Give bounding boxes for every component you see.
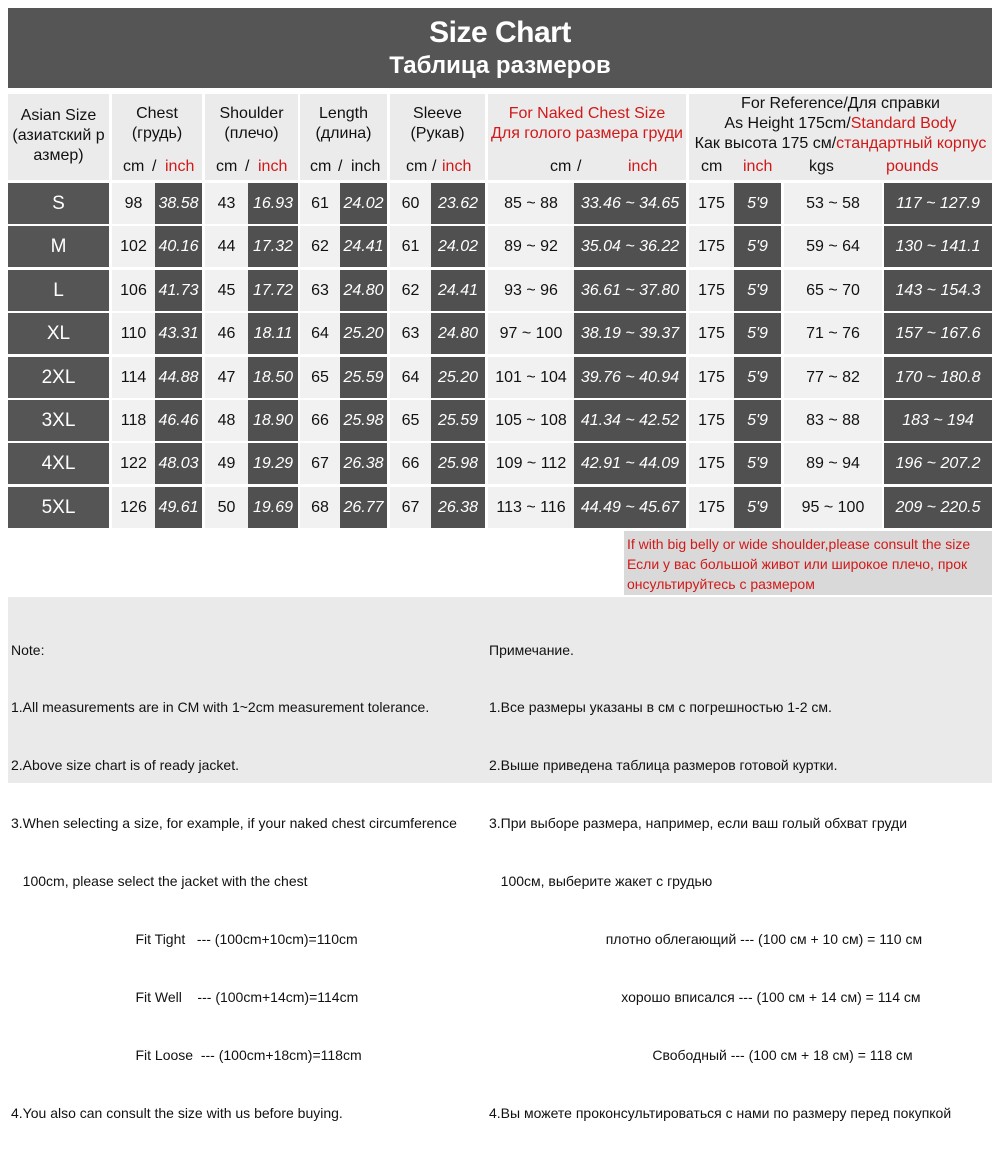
note-en-line: 2.Above size chart is of ready jacket. [11, 757, 239, 774]
naked-chest-cm: 101 ~ 104 [488, 357, 574, 398]
naked-chest-inch: 36.61 ~ 37.80 [574, 270, 686, 311]
unit-inch: inch [165, 158, 195, 175]
header-asian-size-line3: азмер) [33, 147, 84, 164]
title-banner [8, 8, 992, 88]
unit-kgs: kgs [809, 158, 834, 175]
shoulder-inch: 19.29 [248, 443, 298, 484]
weight-kgs: 89 ~ 94 [784, 443, 882, 484]
shoulder-cm: 46 [205, 313, 248, 354]
unit-inch: inch [351, 158, 381, 175]
header-chest-en: Chest [136, 105, 178, 122]
chest-inch: 46.46 [155, 400, 202, 441]
unit-inch: inch [258, 158, 288, 175]
shoulder-inch: 18.11 [248, 313, 298, 354]
size-label: 4XL [8, 443, 109, 484]
naked-chest-cm: 93 ~ 96 [488, 270, 574, 311]
sleeve-cm: 65 [390, 400, 431, 441]
sleeve-cm: 62 [390, 270, 431, 311]
sleeve-cm: 61 [390, 226, 431, 267]
height-cm: 175 [689, 357, 734, 398]
table-row [8, 487, 992, 528]
note-en-line: 1.All measurements are in CM with 1~2cm measurement tolerance. [11, 699, 430, 716]
sleeve-inch: 24.80 [431, 313, 485, 354]
table-row [8, 270, 992, 311]
weight-pounds: 170 ~ 180.8 [884, 357, 992, 398]
sleeve-inch: 23.62 [431, 183, 485, 224]
note-ru-line: хорошо вписался --- (100 см + 14 см) = 114 см [489, 988, 921, 1005]
note-ru-line: Примечание. [489, 641, 574, 658]
naked-chest-cm: 113 ~ 116 [488, 487, 574, 528]
shoulder-inch: 17.72 [248, 270, 298, 311]
weight-pounds: 117 ~ 127.9 [884, 183, 992, 224]
height-cm: 175 [689, 400, 734, 441]
shoulder-inch: 18.90 [248, 400, 298, 441]
length-cm: 61 [300, 183, 340, 224]
sleeve-cm: 60 [390, 183, 431, 224]
naked-chest-inch: 39.76 ~ 40.94 [574, 357, 686, 398]
weight-kgs: 59 ~ 64 [784, 226, 882, 267]
chest-inch: 43.31 [155, 313, 202, 354]
note-en-line: 100cm, please select the jacket with the chest [11, 873, 308, 890]
length-inch: 24.41 [340, 226, 387, 267]
size-label: 3XL [8, 400, 109, 441]
note-en-line: Note: [11, 641, 45, 658]
header-length-en: Length [319, 105, 368, 122]
sleeve-cm: 67 [390, 487, 431, 528]
chest-inch: 49.61 [155, 487, 202, 528]
header-shoulder [205, 94, 298, 180]
length-inch: 25.20 [340, 313, 387, 354]
title-russian: Таблица размеров [389, 52, 611, 79]
note-en-line: 3.When selecting a size, for example, if your naked chest circumference [11, 815, 457, 832]
header-naked-chest-en: For Naked Chest Size [508, 105, 666, 122]
length-inch: 25.59 [340, 357, 387, 398]
shoulder-inch: 16.93 [248, 183, 298, 224]
height-cm: 175 [689, 183, 734, 224]
height-inch: 5'9 [734, 400, 781, 441]
length-inch: 26.38 [340, 443, 387, 484]
weight-pounds: 130 ~ 141.1 [884, 226, 992, 267]
header-sleeve-ru: (Рукав) [410, 125, 465, 142]
note-en-line: Fit Tight --- (100cm+10cm)=110cm [11, 931, 358, 948]
header-chest [112, 94, 202, 180]
chest-inch: 48.03 [155, 443, 202, 484]
length-cm: 62 [300, 226, 340, 267]
shoulder-cm: 43 [205, 183, 248, 224]
shoulder-cm: 48 [205, 400, 248, 441]
header-naked-chest [488, 94, 686, 180]
shoulder-cm: 45 [205, 270, 248, 311]
chest-inch: 40.16 [155, 226, 202, 267]
header-reference [689, 94, 992, 180]
size-label: 5XL [8, 487, 109, 528]
unit-slash: / [152, 158, 157, 175]
chest-cm: 106 [112, 270, 155, 311]
height-inch: 5'9 [734, 443, 781, 484]
length-cm: 68 [300, 487, 340, 528]
header-length-ru: (длина) [315, 125, 372, 142]
note-en-line: Fit Well --- (100cm+14cm)=114cm [11, 988, 359, 1005]
belly-note-line3: онсультируйтесь с размером [627, 576, 815, 592]
shoulder-cm: 47 [205, 357, 248, 398]
weight-kgs: 95 ~ 100 [784, 487, 882, 528]
sleeve-inch: 25.98 [431, 443, 485, 484]
naked-chest-inch: 38.19 ~ 39.37 [574, 313, 686, 354]
table-row [8, 357, 992, 398]
table-row [8, 443, 992, 484]
unit-cm: cm [550, 158, 572, 175]
weight-pounds: 143 ~ 154.3 [884, 270, 992, 311]
unit-slash: / [338, 158, 343, 175]
note-ru-line: 4.Вы можете проконсультироваться с нами по размеру перед покупкой [489, 1104, 952, 1121]
note-en-line: Fit Loose --- (100cm+18cm)=118cm [11, 1046, 362, 1063]
length-cm: 65 [300, 357, 340, 398]
sleeve-cm: 63 [390, 313, 431, 354]
height-inch: 5'9 [734, 313, 781, 354]
weight-kgs: 77 ~ 82 [784, 357, 882, 398]
note-en-line: 4.You also can consult the size with us before buying. [11, 1104, 343, 1121]
header-naked-chest-ru: Для голого размера груди [491, 125, 683, 142]
header-sleeve-en: Sleeve [413, 105, 462, 122]
length-inch: 25.98 [340, 400, 387, 441]
chest-cm: 110 [112, 313, 155, 354]
header-length [300, 94, 387, 180]
belly-note-line2: Если у вас большой живот или широкое плечо, прок [627, 556, 968, 572]
table-row [8, 226, 992, 267]
length-cm: 64 [300, 313, 340, 354]
note-ru-line: 100см, выберите жакет с грудью [489, 873, 713, 890]
naked-chest-inch: 33.46 ~ 34.65 [574, 183, 686, 224]
unit-cm: cm [216, 158, 238, 175]
weight-kgs: 71 ~ 76 [784, 313, 882, 354]
unit-slash: / [432, 158, 437, 175]
size-label: M [8, 226, 109, 267]
chest-cm: 98 [112, 183, 155, 224]
header-reference-line1: For Reference/Для справки [741, 95, 940, 112]
header-sleeve [390, 94, 485, 180]
chest-cm: 118 [112, 400, 155, 441]
unit-inch: inch [743, 158, 773, 175]
header-asian-size-line2: (азиатский р [12, 127, 105, 144]
shoulder-inch: 18.50 [248, 357, 298, 398]
sleeve-inch: 24.02 [431, 226, 485, 267]
header-reference-line3: Как высота 175 см/стандартный корпус [694, 135, 987, 152]
naked-chest-cm: 89 ~ 92 [488, 226, 574, 267]
weight-kgs: 65 ~ 70 [784, 270, 882, 311]
height-inch: 5'9 [734, 487, 781, 528]
table-row [8, 313, 992, 354]
sleeve-inch: 24.41 [431, 270, 485, 311]
table-row [8, 183, 992, 224]
naked-chest-inch: 44.49 ~ 45.67 [574, 487, 686, 528]
sleeve-inch: 25.59 [431, 400, 485, 441]
size-label: L [8, 270, 109, 311]
note-ru-line: 3.При выборе размера, например, если ваш голый обхват груди [489, 815, 908, 832]
header-reference-line2: As Height 175cm/Standard Body [724, 115, 957, 132]
unit-pounds: pounds [886, 158, 939, 175]
height-inch: 5'9 [734, 270, 781, 311]
belly-note-line1: If with big belly or wide shoulder,please consult the size [627, 536, 971, 552]
header-shoulder-en: Shoulder [219, 105, 284, 122]
naked-chest-cm: 97 ~ 100 [488, 313, 574, 354]
naked-chest-cm: 109 ~ 112 [488, 443, 574, 484]
header-shoulder-ru: (плечо) [224, 125, 279, 142]
unit-cm: cm [406, 158, 428, 175]
height-inch: 5'9 [734, 183, 781, 224]
belly-consult-note [624, 531, 992, 595]
height-cm: 175 [689, 487, 734, 528]
header-asian-size-line1: Asian Size [20, 107, 97, 124]
unit-cm: cm [310, 158, 332, 175]
note-ru-line: Свободный --- (100 см + 18 см) = 118 см [489, 1046, 913, 1063]
unit-inch: inch [628, 158, 658, 175]
size-label: S [8, 183, 109, 224]
naked-chest-cm: 85 ~ 88 [488, 183, 574, 224]
length-cm: 67 [300, 443, 340, 484]
naked-chest-cm: 105 ~ 108 [488, 400, 574, 441]
header-chest-ru: (грудь) [131, 125, 183, 142]
unit-slash: / [577, 158, 582, 175]
height-inch: 5'9 [734, 226, 781, 267]
height-cm: 175 [689, 270, 734, 311]
weight-kgs: 53 ~ 58 [784, 183, 882, 224]
naked-chest-inch: 35.04 ~ 36.22 [574, 226, 686, 267]
note-ru-line: 2.Выше приведена таблица размеров готовой куртки. [489, 757, 838, 774]
weight-pounds: 209 ~ 220.5 [884, 487, 992, 528]
chest-inch: 38.58 [155, 183, 202, 224]
sleeve-inch: 26.38 [431, 487, 485, 528]
height-cm: 175 [689, 443, 734, 484]
size-label: XL [8, 313, 109, 354]
size-label: 2XL [8, 357, 109, 398]
notes-russian [489, 602, 951, 1162]
sleeve-cm: 66 [390, 443, 431, 484]
chest-cm: 102 [112, 226, 155, 267]
weight-pounds: 157 ~ 167.6 [884, 313, 992, 354]
length-cm: 66 [300, 400, 340, 441]
chest-cm: 122 [112, 443, 155, 484]
unit-cm: cm [701, 158, 723, 175]
note-ru-line: 1.Все размеры указаны в см с погрешностью 1-2 см. [489, 699, 832, 716]
header-asian-size [8, 94, 109, 180]
weight-pounds: 196 ~ 207.2 [884, 443, 992, 484]
weight-kgs: 83 ~ 88 [784, 400, 882, 441]
length-cm: 63 [300, 270, 340, 311]
shoulder-cm: 49 [205, 443, 248, 484]
length-inch: 24.02 [340, 183, 387, 224]
shoulder-cm: 44 [205, 226, 248, 267]
chest-inch: 41.73 [155, 270, 202, 311]
unit-cm: cm [123, 158, 145, 175]
weight-pounds: 183 ~ 194 [884, 400, 992, 441]
height-inch: 5'9 [734, 357, 781, 398]
table-row [8, 400, 992, 441]
length-inch: 26.77 [340, 487, 387, 528]
shoulder-inch: 17.32 [248, 226, 298, 267]
naked-chest-inch: 42.91 ~ 44.09 [574, 443, 686, 484]
chest-cm: 114 [112, 357, 155, 398]
note-ru-line: плотно облегающий --- (100 см + 10 см) = 110 см [489, 931, 923, 948]
notes-english [11, 602, 457, 1162]
shoulder-inch: 19.69 [248, 487, 298, 528]
length-inch: 24.80 [340, 270, 387, 311]
naked-chest-inch: 41.34 ~ 42.52 [574, 400, 686, 441]
sleeve-inch: 25.20 [431, 357, 485, 398]
height-cm: 175 [689, 226, 734, 267]
chest-inch: 44.88 [155, 357, 202, 398]
notes-panel [8, 597, 992, 1121]
unit-slash: / [245, 158, 250, 175]
sleeve-cm: 64 [390, 357, 431, 398]
title-english: Size Chart [429, 16, 571, 49]
height-cm: 175 [689, 313, 734, 354]
shoulder-cm: 50 [205, 487, 248, 528]
chest-cm: 126 [112, 487, 155, 528]
unit-inch: inch [442, 158, 472, 175]
